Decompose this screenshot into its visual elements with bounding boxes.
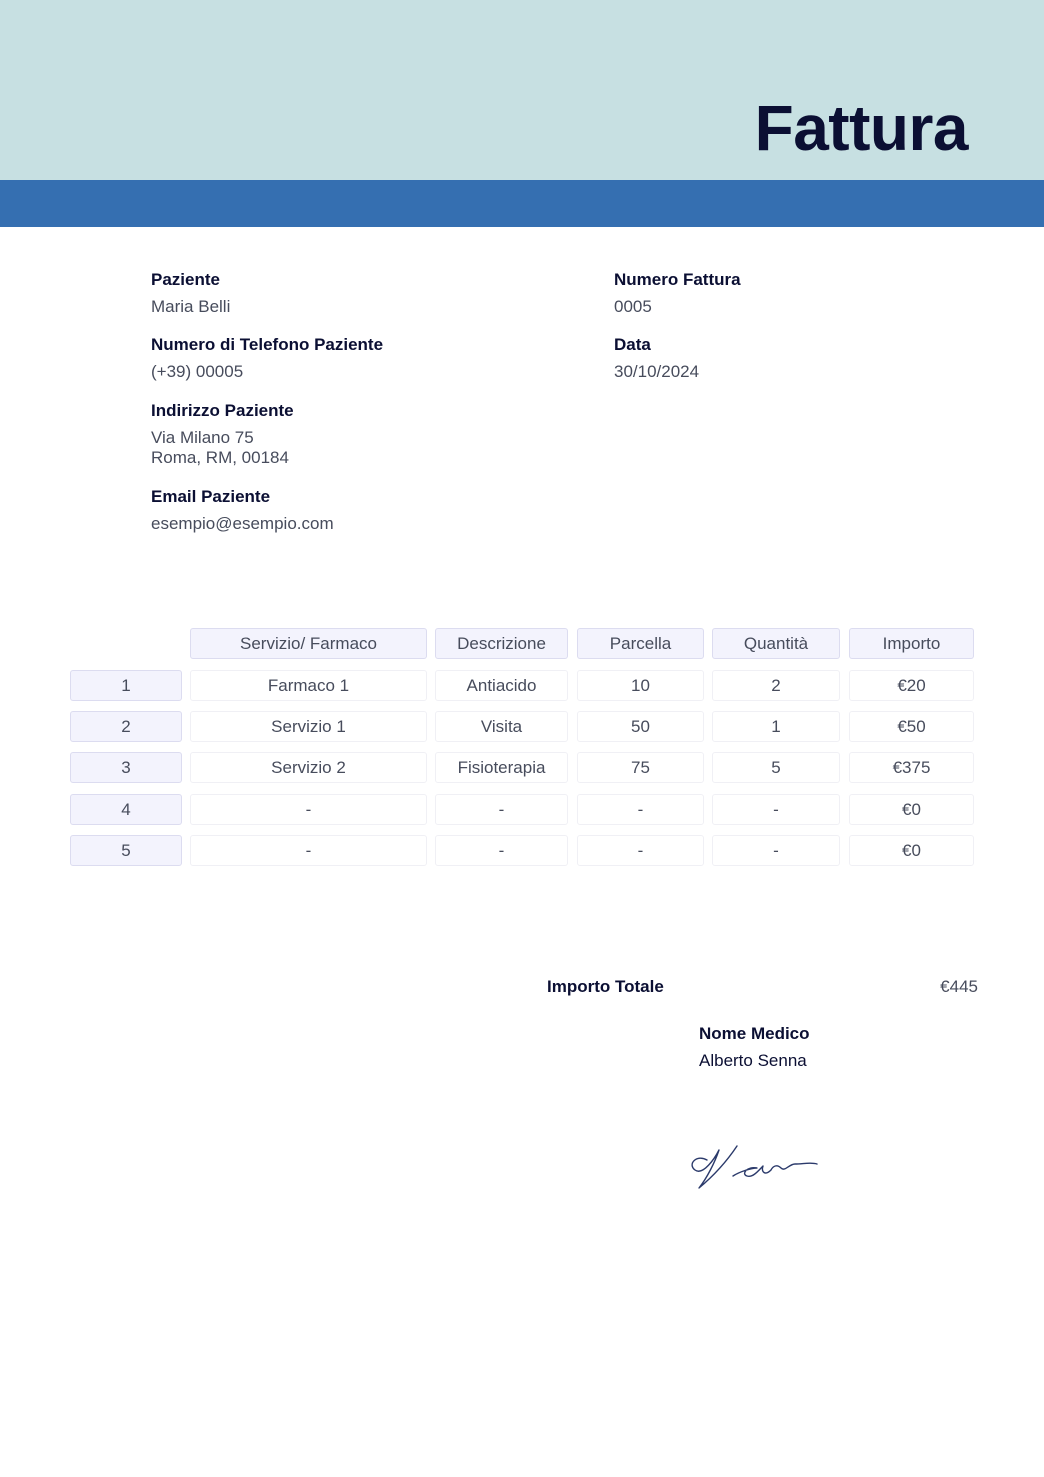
row-amount: €375 <box>849 752 974 783</box>
row-fee: - <box>577 835 704 866</box>
invoice-number-value: 0005 <box>614 297 652 316</box>
patient-phone-field <box>151 335 383 382</box>
table-header-service: Servizio/ Farmaco <box>190 628 427 659</box>
row-fee: 10 <box>577 670 704 701</box>
invoice-number-label: Numero Fattura <box>614 270 741 289</box>
row-description: Fisioterapia <box>435 752 568 783</box>
row-fee: 75 <box>577 752 704 783</box>
row-description: - <box>435 835 568 866</box>
row-service: Servizio 2 <box>190 752 427 783</box>
table-header-description: Descrizione <box>435 628 568 659</box>
page-title: Fattura <box>754 92 968 164</box>
header-stripe <box>0 180 1044 227</box>
row-quantity: 1 <box>712 711 840 742</box>
row-description: Visita <box>435 711 568 742</box>
row-service: - <box>190 794 427 825</box>
address-line-2: Roma, RM, 00184 <box>151 448 289 467</box>
patient-address-label: Indirizzo Paziente <box>151 401 294 420</box>
patient-phone-label: Numero di Telefono Paziente <box>151 335 384 354</box>
invoice-date-value: 30/10/2024 <box>614 362 700 381</box>
row-amount: €0 <box>849 794 974 825</box>
row-fee: 50 <box>577 711 704 742</box>
table-header-fee: Parcella <box>577 628 704 659</box>
row-amount: €50 <box>849 711 974 742</box>
total-label: Importo Totale <box>547 977 664 996</box>
invoice-date-label: Data <box>614 335 651 354</box>
patient-email-field <box>151 487 334 534</box>
invoice-number-field <box>614 270 741 317</box>
row-amount: €0 <box>849 835 974 866</box>
invoice-date-field <box>614 335 699 382</box>
row-amount: €20 <box>849 670 974 701</box>
patient-email-label: Email Paziente <box>151 487 271 506</box>
total-value: €445 <box>940 977 978 996</box>
doctor-field <box>699 1024 810 1071</box>
patient-address-value <box>151 428 294 468</box>
patient-name-field <box>151 270 230 317</box>
row-quantity: - <box>712 835 840 866</box>
row-fee: - <box>577 794 704 825</box>
row-index: 2 <box>70 711 182 742</box>
row-index: 5 <box>70 835 182 866</box>
row-index: 3 <box>70 752 182 783</box>
row-quantity: 5 <box>712 752 840 783</box>
patient-phone-value: (+39) 00005 <box>151 362 244 381</box>
row-quantity: 2 <box>712 670 840 701</box>
address-line-1: Via Milano 75 <box>151 428 254 447</box>
signature-icon <box>685 1138 825 1198</box>
row-index: 4 <box>70 794 182 825</box>
table-header-quantity: Quantità <box>712 628 840 659</box>
doctor-label: Nome Medico <box>699 1024 810 1043</box>
doctor-name: Alberto Senna <box>699 1051 807 1070</box>
row-service: Servizio 1 <box>190 711 427 742</box>
row-index: 1 <box>70 670 182 701</box>
patient-name-label: Paziente <box>151 270 220 289</box>
row-service: Farmaco 1 <box>190 670 427 701</box>
row-quantity: - <box>712 794 840 825</box>
patient-address-field <box>151 401 294 468</box>
patient-email-value: esempio@esempio.com <box>151 514 334 533</box>
row-description: - <box>435 794 568 825</box>
row-description: Antiacido <box>435 670 568 701</box>
patient-name-value: Maria Belli <box>151 297 231 316</box>
row-service: - <box>190 835 427 866</box>
table-header-amount: Importo <box>849 628 974 659</box>
